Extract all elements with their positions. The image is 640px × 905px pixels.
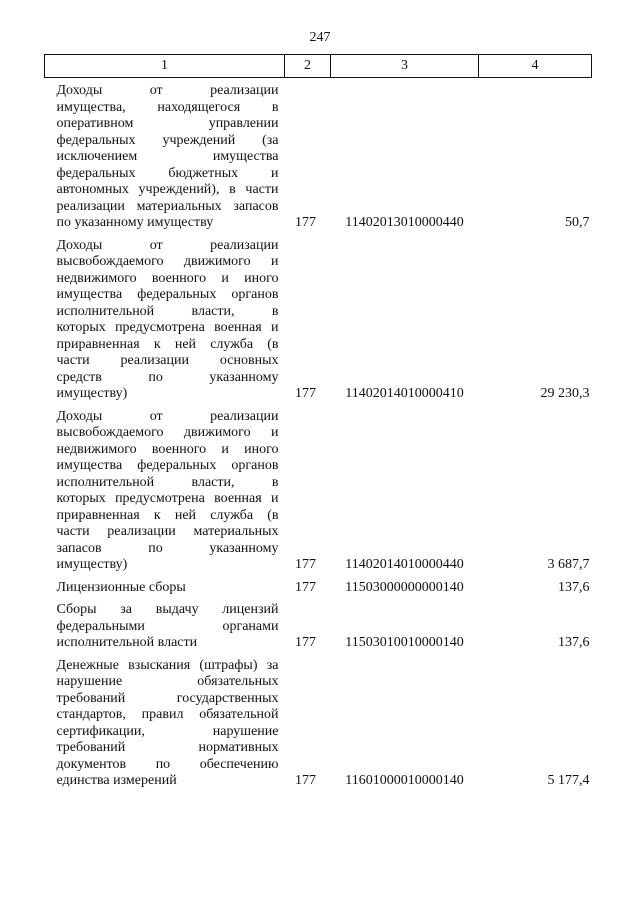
budget-classification-code-cell: 11402014010000440: [345, 557, 464, 572]
revenue-name-line: стандартов, правил обязательной: [56, 707, 279, 722]
budget-classification-code-cell: 11402013010000440: [345, 215, 464, 230]
table-row: [45, 409, 592, 580]
revenue-name-line: федеральных учреждений (за: [56, 132, 279, 148]
revenue-name-line: требований нормативных: [56, 740, 279, 755]
revenue-name-cell: [45, 580, 285, 603]
table-header: [45, 55, 592, 78]
revenue-name-line: Денежные взыскания (штрафы) за: [56, 657, 279, 673]
amount-cell: 29 230,3: [540, 386, 590, 401]
amount-cell: 3 687,7: [547, 557, 590, 572]
revenue-name-line: высвобождаемого движимого и: [56, 254, 279, 269]
revenue-name-line: имуществу): [56, 557, 128, 572]
table-row: [45, 602, 592, 658]
revenue-name-line: исполнительной власти, в: [56, 474, 279, 490]
amount-cell: 5 177,4: [547, 773, 590, 788]
amount-cell: 137,6: [558, 635, 590, 650]
amount-cell: 137,6: [558, 579, 590, 595]
revenue-name-line: единства измерений: [56, 773, 177, 788]
revenue-name-line: по указанному имуществу: [56, 215, 214, 230]
administrator-code-cell: 177: [295, 635, 316, 650]
revenue-name-line: Лицензионные сборы: [56, 579, 186, 595]
revenue-name-line: Доходы от реализации: [56, 408, 279, 424]
revenue-name-line: требований государственных: [56, 690, 279, 706]
revenue-name-line: имущества, находящегося в: [56, 99, 279, 115]
administrator-code-cell: 177: [295, 579, 316, 595]
revenue-name-line: запасов по указанному: [56, 540, 279, 556]
revenue-name-line: имущества федеральных органов: [56, 287, 279, 302]
column-header-4: 4: [479, 55, 592, 78]
revenue-name-line: исполнительной власти, в: [56, 303, 279, 319]
revenue-name-line: исключением имущества: [56, 149, 279, 164]
column-header-3: 3: [331, 55, 479, 78]
revenue-name-line: федеральными органами: [56, 618, 279, 634]
table-row: [45, 580, 592, 603]
revenue-name-line: которых предусмотрена военная и: [56, 491, 279, 506]
revenue-name-line: которых предусмотрена военная и: [56, 320, 279, 335]
revenue-name-line: приравненная к ней служба (в: [56, 336, 279, 352]
revenue-name-line: Доходы от реализации: [56, 83, 279, 98]
table-row: [45, 238, 592, 409]
administrator-code-cell: 177: [295, 215, 316, 230]
revenue-name-line: высвобождаемого движимого и: [56, 425, 279, 440]
revenue-name-line: имуществу): [56, 386, 128, 401]
revenue-name-line: недвижимого военного и иного: [56, 270, 279, 286]
revenue-name-line: средств по указанному: [56, 369, 279, 385]
budget-classification-code-cell: 11402014010000410: [345, 386, 464, 401]
table-body: [45, 78, 592, 796]
revenue-name-line: сертификации, нарушение: [56, 723, 279, 739]
revenue-name-cell: [45, 78, 285, 238]
revenue-name-line: автономных учреждений), в части: [56, 182, 279, 197]
revenue-name-line: реализации материальных запасов: [56, 198, 279, 214]
table-row: [45, 78, 592, 238]
revenue-name-line: оперативном управлении: [56, 116, 279, 131]
administrator-code-cell: 177: [295, 557, 316, 572]
revenue-name-line: исполнительной власти: [56, 635, 198, 650]
revenue-name-cell: [45, 658, 285, 796]
revenue-name-line: имущества федеральных органов: [56, 458, 279, 473]
revenue-name-line: документов по обеспечению: [56, 756, 279, 772]
amount-cell: 50,7: [565, 215, 590, 230]
budget-classification-code-cell: 11503000000000140: [345, 579, 464, 595]
budget-classification-code-cell: 11601000010000140: [345, 773, 464, 788]
column-header-1: 1: [45, 55, 285, 78]
administrator-code-cell: 177: [295, 386, 316, 401]
revenue-name-line: приравненная к ней служба (в: [56, 507, 279, 523]
page-number: 247: [309, 30, 331, 45]
budget-classification-code-cell: 11503010010000140: [345, 635, 464, 650]
revenue-name-line: недвижимого военного и иного: [56, 441, 279, 457]
budget-table: [44, 54, 592, 796]
revenue-name-line: Сборы за выдачу лицензий: [56, 602, 279, 617]
revenue-name-line: федеральных бюджетных и: [56, 165, 279, 181]
revenue-name-line: Доходы от реализации: [56, 237, 279, 253]
table-row: [45, 658, 592, 796]
administrator-code-cell: 177: [295, 773, 316, 788]
revenue-name-line: части реализации материальных: [56, 524, 279, 539]
revenue-name-cell: [45, 238, 285, 409]
revenue-name-line: части реализации основных: [56, 353, 279, 368]
revenue-name-cell: [45, 602, 285, 658]
revenue-name-line: нарушение обязательных: [56, 674, 279, 689]
revenue-name-cell: [45, 409, 285, 580]
column-header-2: 2: [285, 55, 331, 78]
